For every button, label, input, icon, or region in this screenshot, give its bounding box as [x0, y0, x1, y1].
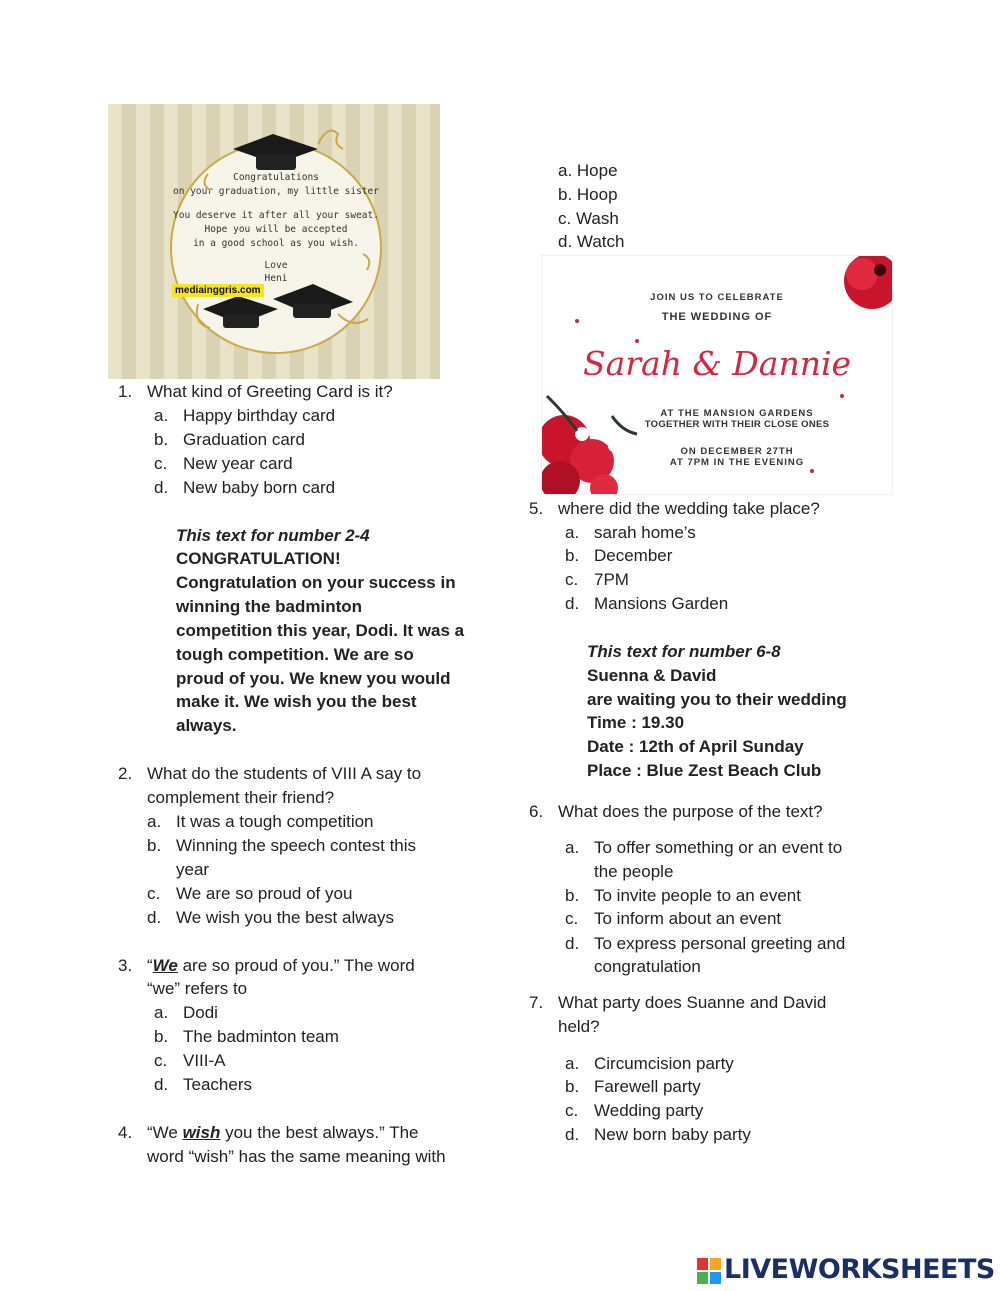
option-text[interactable]: b. Hoop	[558, 185, 618, 204]
option-letter: d.	[154, 1075, 169, 1094]
option-text[interactable]: Happy birthday card	[183, 406, 336, 425]
option-letter: c.	[154, 454, 168, 473]
reading-heading: This text for number 6-8	[587, 642, 781, 661]
question-text	[147, 1121, 419, 1145]
question-text-rest: you the best always.” The	[220, 1123, 419, 1142]
option-text[interactable]: We wish you the best always	[176, 908, 394, 927]
card-text-line: You deserve it after all your sweat.	[173, 210, 379, 221]
question-text-start: “We	[147, 1123, 183, 1142]
question-text: held?	[558, 1017, 600, 1036]
option-letter: d.	[565, 1125, 580, 1144]
card-website-label: mediainggris.com	[172, 284, 264, 297]
option-letter: c.	[154, 1051, 168, 1070]
option-text[interactable]: Dodi	[183, 1003, 218, 1022]
option-letter: c.	[565, 1101, 579, 1120]
option-letter: b.	[154, 430, 169, 449]
option-text[interactable]: New born baby party	[594, 1125, 751, 1144]
option-letter: a.	[565, 838, 580, 857]
reading-line: winning the badminton	[176, 597, 363, 616]
graduation-card-image	[108, 104, 440, 379]
option-letter: a.	[565, 1054, 580, 1073]
card-text-line: Love	[264, 260, 288, 271]
question-number: 5.	[529, 499, 544, 518]
option-text[interactable]: Mansions Garden	[594, 594, 729, 613]
question-text: What kind of Greeting Card is it?	[147, 382, 393, 401]
option-text[interactable]: New year card	[183, 454, 293, 473]
option-text[interactable]: Graduation card	[183, 430, 305, 449]
reading-line: Place : Blue Zest Beach Club	[587, 761, 822, 780]
reading-line: CONGRATULATION!	[176, 549, 341, 568]
reading-line: always.	[176, 716, 237, 735]
wedding-text: ON DECEMBER 27TH	[680, 446, 794, 457]
question-text: What do the students of VIII A say to	[147, 764, 422, 783]
option-text[interactable]: c. Wash	[558, 209, 619, 228]
card-text-line: in a good school as you wish.	[193, 238, 359, 249]
option-letter: a.	[154, 1003, 169, 1022]
highlighted-word: We	[152, 956, 178, 975]
option-text[interactable]: a. Hope	[558, 161, 618, 180]
liveworksheets-logo-text[interactable]: LIVEWORKSHEETS	[724, 1254, 995, 1285]
wedding-invitation-image	[541, 255, 893, 495]
reading-line: Date : 12th of April Sunday	[587, 737, 804, 756]
wedding-text: AT THE MANSION GARDENS	[660, 408, 814, 419]
option-text[interactable]: Circumcision party	[594, 1054, 734, 1073]
quote-open: “	[147, 956, 153, 975]
reading-line: Suenna & David	[587, 666, 717, 685]
option-text[interactable]: VIII-A	[183, 1051, 226, 1070]
option-text[interactable]: We are so proud of you	[176, 884, 353, 903]
option-text[interactable]: To invite people to an event	[594, 886, 801, 905]
question-text: where did the wedding take place?	[558, 499, 820, 518]
question-text-rest: are so proud of you.” The word	[177, 956, 415, 975]
question-number: 1.	[118, 382, 133, 401]
option-letter: c.	[565, 570, 579, 589]
option-letter: a.	[154, 406, 169, 425]
option-text[interactable]: The badminton team	[183, 1027, 339, 1046]
option-text[interactable]: Teachers	[183, 1075, 252, 1094]
question-number: 7.	[529, 993, 544, 1012]
wedding-text: TOGETHER WITH THEIR CLOSE ONES	[644, 419, 830, 430]
reading-line: make it. We wish you the best	[176, 692, 417, 711]
reading-line: are waiting you to their wedding	[587, 690, 847, 709]
option-text[interactable]: the people	[594, 862, 674, 881]
option-letter: b.	[154, 1027, 169, 1046]
option-text[interactable]: New baby born card	[183, 478, 336, 497]
reading-line: proud of you. We knew you would	[176, 669, 451, 688]
question-number: 6.	[529, 802, 544, 821]
reading-heading: This text for number 2-4	[176, 526, 370, 545]
card-text-line: Congratulations	[233, 172, 319, 183]
question-text: word “wish” has the same meaning with	[147, 1147, 446, 1166]
question-text: “we” refers to	[147, 979, 248, 998]
liveworksheets-logo-icon	[697, 1258, 721, 1284]
option-text[interactable]: d. Watch	[558, 232, 625, 251]
card-text-line: Hope you will be accepted	[204, 224, 348, 235]
option-letter: d.	[565, 934, 580, 953]
wedding-couple-names: Sarah & Dannie	[582, 344, 852, 383]
wedding-text: JOIN US TO CELEBRATE	[650, 292, 784, 303]
option-letter: b.	[565, 886, 580, 905]
option-letter: c.	[147, 884, 161, 903]
question-text	[147, 954, 415, 978]
reading-line: Time : 19.30	[587, 713, 685, 732]
option-letter: b.	[147, 836, 162, 855]
option-letter: b.	[565, 1077, 580, 1096]
card-text-line: Heni	[264, 273, 288, 284]
reading-line: Congratulation on your success in	[176, 573, 456, 592]
option-text[interactable]: Winning the speech contest this	[176, 836, 417, 855]
option-letter: d.	[147, 908, 162, 927]
question-text: What does the purpose of the text?	[558, 802, 823, 821]
option-letter: d.	[565, 594, 580, 613]
question-number: 3.	[118, 956, 133, 975]
option-letter: c.	[565, 909, 579, 928]
option-text[interactable]: To offer something or an event to	[594, 838, 843, 857]
reading-line: tough competition. We are so	[176, 645, 414, 664]
question-number: 2.	[118, 764, 133, 783]
option-text[interactable]: sarah home’s	[594, 523, 696, 542]
question-text: complement their friend?	[147, 788, 335, 807]
highlighted-word: wish	[182, 1123, 221, 1142]
graduation-cap-icon	[108, 104, 440, 379]
question-number: 4.	[118, 1123, 133, 1142]
option-letter: a.	[147, 812, 162, 831]
option-text[interactable]: congratulation	[594, 957, 701, 976]
option-text[interactable]: To express personal greeting and	[594, 934, 846, 953]
option-text[interactable]: Farewell party	[594, 1077, 701, 1096]
wedding-text: AT 7PM IN THE EVENING	[669, 457, 805, 468]
option-text[interactable]: 7PM	[594, 570, 629, 589]
option-text[interactable]: December	[594, 546, 673, 565]
option-text[interactable]: To inform about an event	[594, 909, 782, 928]
reading-line: competition this year, Dodi. It was a	[176, 621, 465, 640]
option-text[interactable]: year	[176, 860, 210, 879]
question-text: What party does Suanne and David	[558, 993, 827, 1012]
option-text[interactable]: It was a tough competition	[176, 812, 374, 831]
option-letter: d.	[154, 478, 169, 497]
option-letter: b.	[565, 546, 580, 565]
card-text-line: on your graduation, my little sister	[173, 186, 379, 197]
wedding-text: THE WEDDING OF	[661, 311, 773, 323]
option-text[interactable]: Wedding party	[594, 1101, 704, 1120]
option-letter: a.	[565, 523, 580, 542]
